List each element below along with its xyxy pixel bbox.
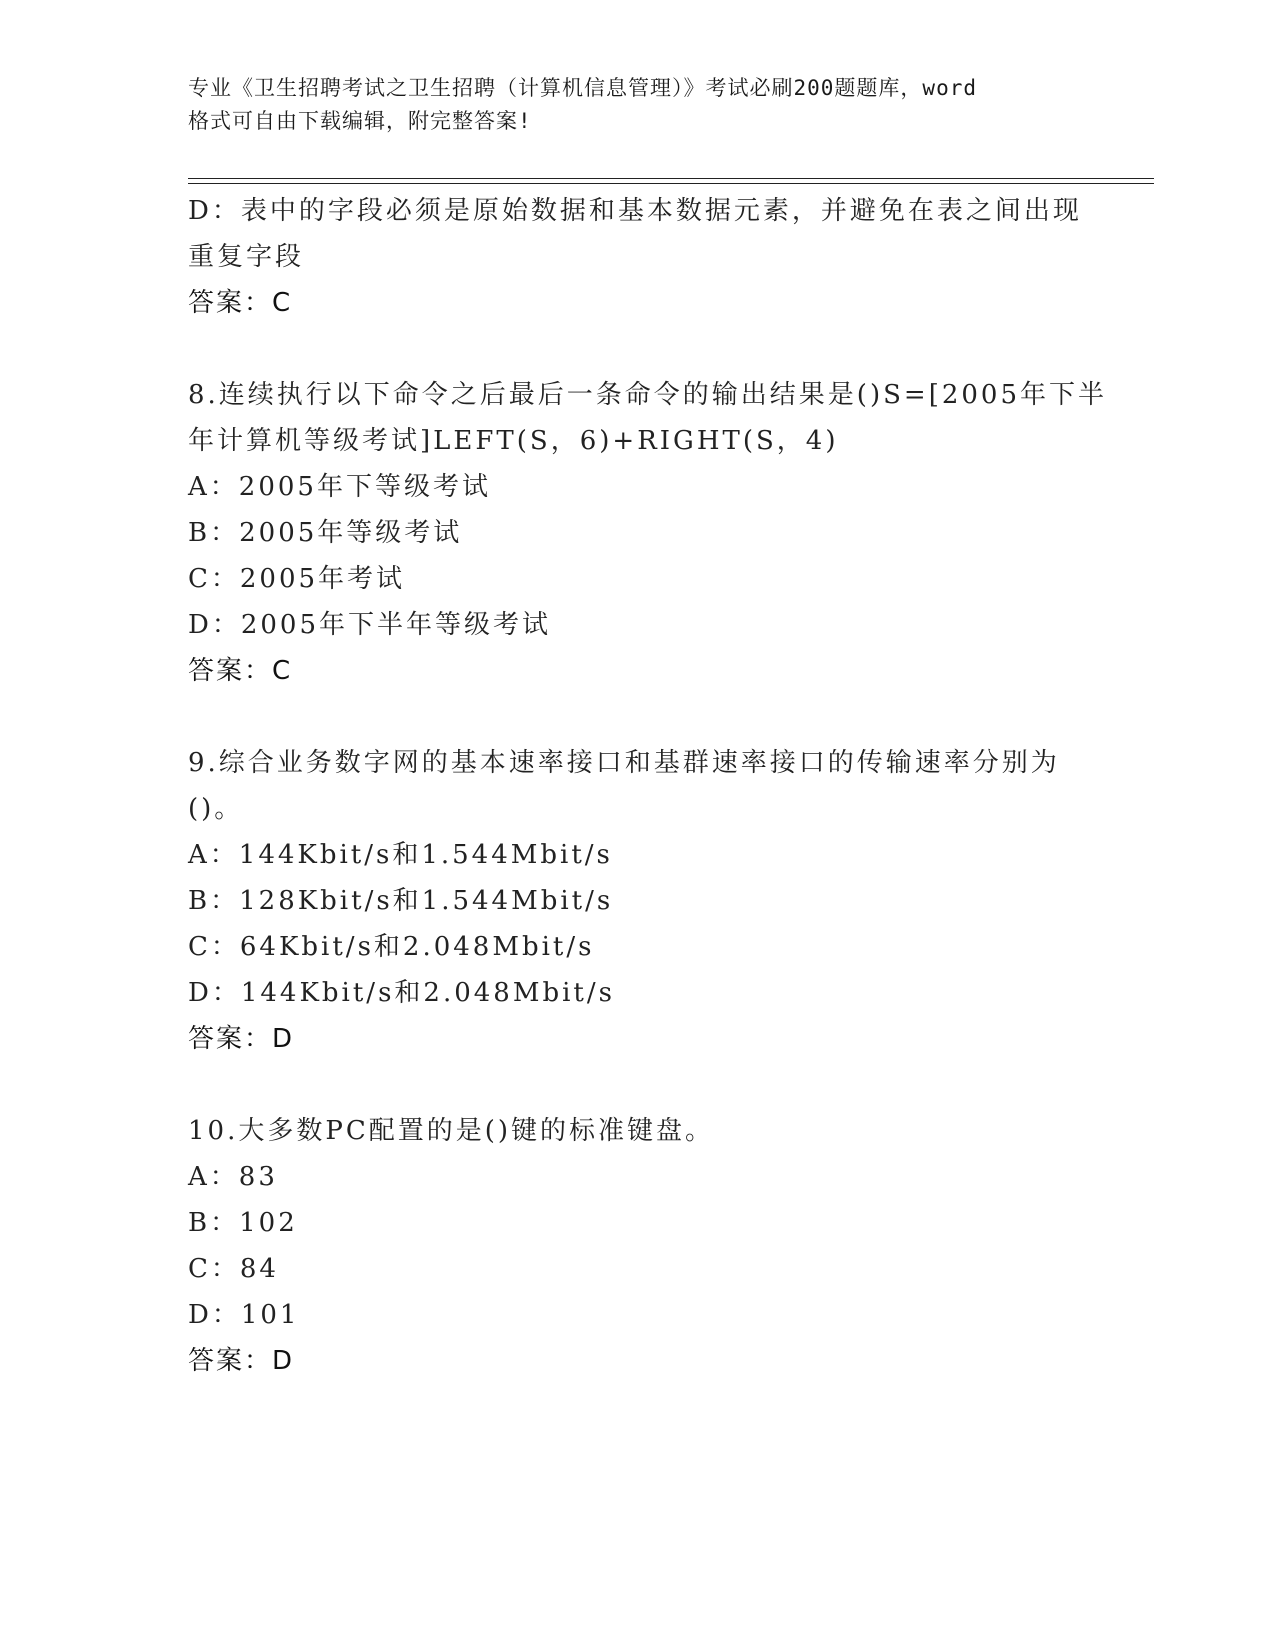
option-c: C：64Kbit/s和2.048Mbit/s bbox=[188, 932, 595, 962]
option-c: C：2005年考试 bbox=[188, 564, 406, 594]
header-line-1: 专业《卫生招聘考试之卫生招聘（计算机信息管理）》考试必刷200题题库，word bbox=[188, 76, 977, 100]
option-d: D：144Kbit/s和2.048Mbit/s bbox=[188, 978, 615, 1008]
question-stem-line-2: 年计算机等级考试]LEFT(S，6)+RIGHT(S，4) bbox=[188, 426, 839, 456]
question-8 bbox=[188, 372, 1108, 694]
header-divider-bottom bbox=[188, 183, 1154, 184]
question-10 bbox=[188, 1108, 1088, 1384]
option-d-line-2: 重复字段 bbox=[188, 242, 305, 272]
header-line-2: 格式可自由下载编辑，附完整答案! bbox=[188, 109, 532, 133]
question-stem-line-1: 10.大多数PC配置的是()键的标准键盘。 bbox=[188, 1116, 715, 1146]
question-stem-line-1: 8.连续执行以下命令之后最后一条命令的输出结果是()S=[2005年下半 bbox=[188, 380, 1108, 410]
spacer bbox=[188, 694, 1088, 740]
question-7-tail bbox=[188, 188, 1088, 326]
option-d: D：101 bbox=[188, 1300, 300, 1330]
answer-line: 答案：C bbox=[188, 656, 293, 686]
question-stem-line-2: ()。 bbox=[188, 794, 244, 824]
answer-line: 答案：C bbox=[188, 288, 293, 318]
option-b: B：2005年等级考试 bbox=[188, 518, 463, 548]
option-b: B：102 bbox=[188, 1208, 298, 1238]
option-a: A：83 bbox=[188, 1162, 278, 1192]
option-a: A：144Kbit/s和1.544Mbit/s bbox=[188, 840, 613, 870]
option-c: C：84 bbox=[188, 1254, 279, 1284]
option-d: D：2005年下半年等级考试 bbox=[188, 610, 552, 640]
option-d-line-1: D：表中的字段必须是原始数据和基本数据元素，并避免在表之间出现 bbox=[188, 196, 1082, 226]
header-divider-top bbox=[188, 178, 1154, 179]
option-b: B：128Kbit/s和1.544Mbit/s bbox=[188, 886, 614, 916]
spacer bbox=[188, 1062, 1088, 1108]
document-body bbox=[188, 188, 1108, 1384]
spacer bbox=[188, 326, 1088, 372]
question-stem-line-1: 9.综合业务数字网的基本速率接口和基群速率接口的传输速率分别为 bbox=[188, 748, 1060, 778]
option-a: A：2005年下等级考试 bbox=[188, 472, 491, 502]
answer-line: 答案：D bbox=[188, 1024, 295, 1054]
document-header bbox=[188, 72, 1088, 138]
question-9 bbox=[188, 740, 1088, 1062]
answer-line: 答案：D bbox=[188, 1346, 295, 1376]
